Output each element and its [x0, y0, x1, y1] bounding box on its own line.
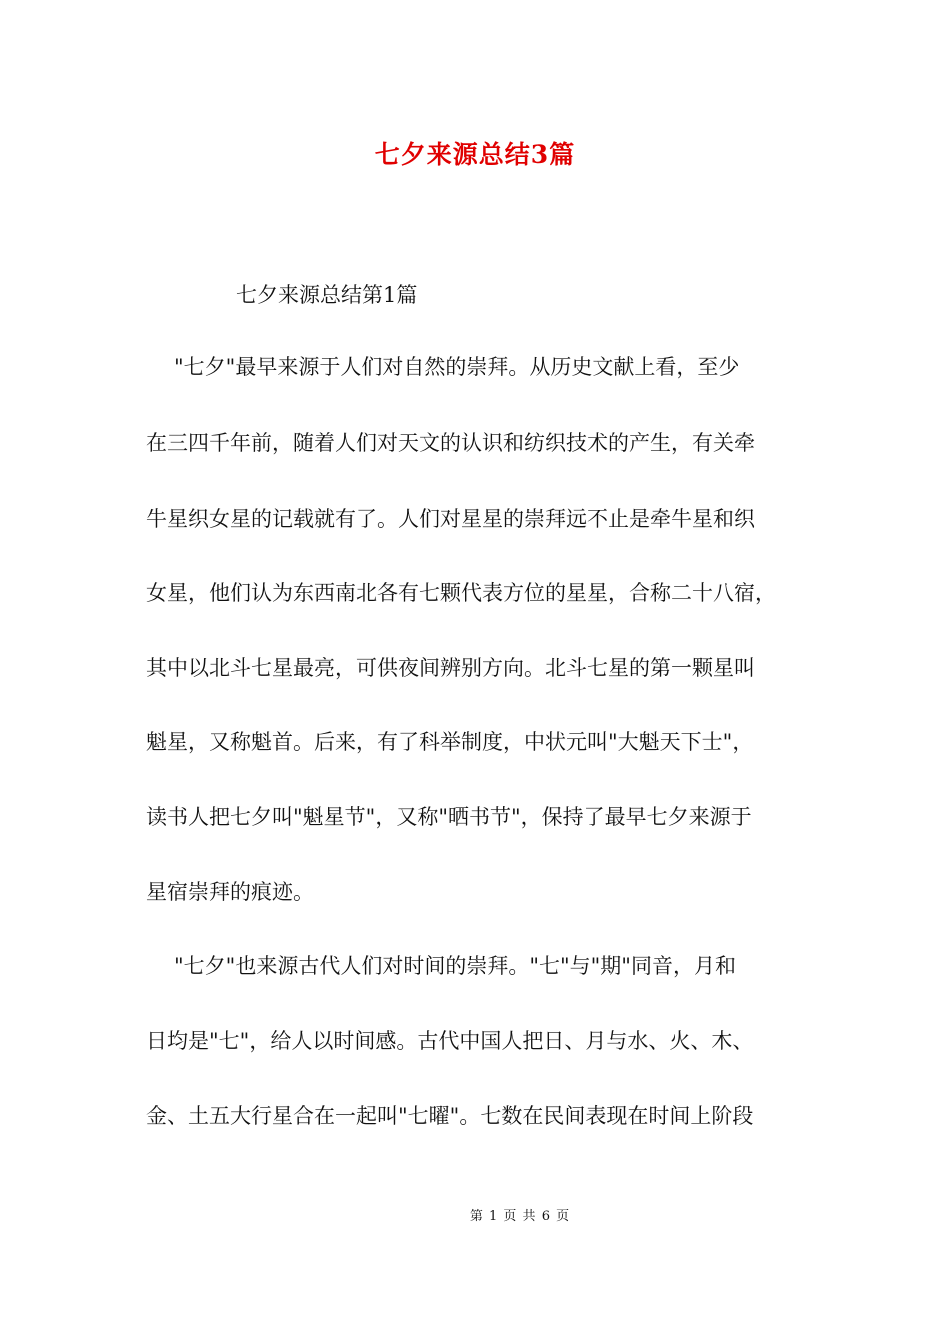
- paragraph-line: 金、土五大行星合在一起叫"七曜"。七数在民间表现在时间上阶段: [146, 1104, 754, 1128]
- paragraph-line: "七夕"也来源古代人们对时间的崇拜。"七"与"期"同音，月和: [174, 954, 736, 978]
- paragraph-line: 其中以北斗七星最亮，可供夜间辨别方向。北斗七星的第一颗星叫: [146, 656, 755, 680]
- paragraph-line: 女星，他们认为东西南北各有七颗代表方位的星星，合称二十八宿，: [146, 581, 776, 605]
- paragraph-line: 魁星，又称魁首。后来，有了科举制度，中状元叫"大魁天下士"，: [146, 730, 754, 754]
- paragraph-line: 在三四千年前，随着人们对天文的认识和纺织技术的产生，有关牵: [146, 431, 755, 455]
- page-number-footer: 第 1 页 共 6 页: [469, 1209, 571, 1224]
- document-title: 七夕来源总结3篇: [374, 140, 576, 169]
- paragraph-line: 日均是"七"，给人以时间感。古代中国人把日、月与水、火、木、: [146, 1029, 754, 1053]
- paragraph-line: 牛星织女星的记载就有了。人们对星星的崇拜远不止是牵牛星和织: [146, 507, 755, 531]
- paragraph-line: "七夕"最早来源于人们对自然的崇拜。从历史文献上看，至少: [174, 355, 740, 379]
- section-heading: 七夕来源总结第1篇: [236, 283, 418, 307]
- paragraph-line: 读书人把七夕叫"魁星节"，又称"晒书节"，保持了最早七夕来源于: [146, 805, 752, 829]
- paragraph-line: 星宿崇拜的痕迹。: [146, 880, 314, 904]
